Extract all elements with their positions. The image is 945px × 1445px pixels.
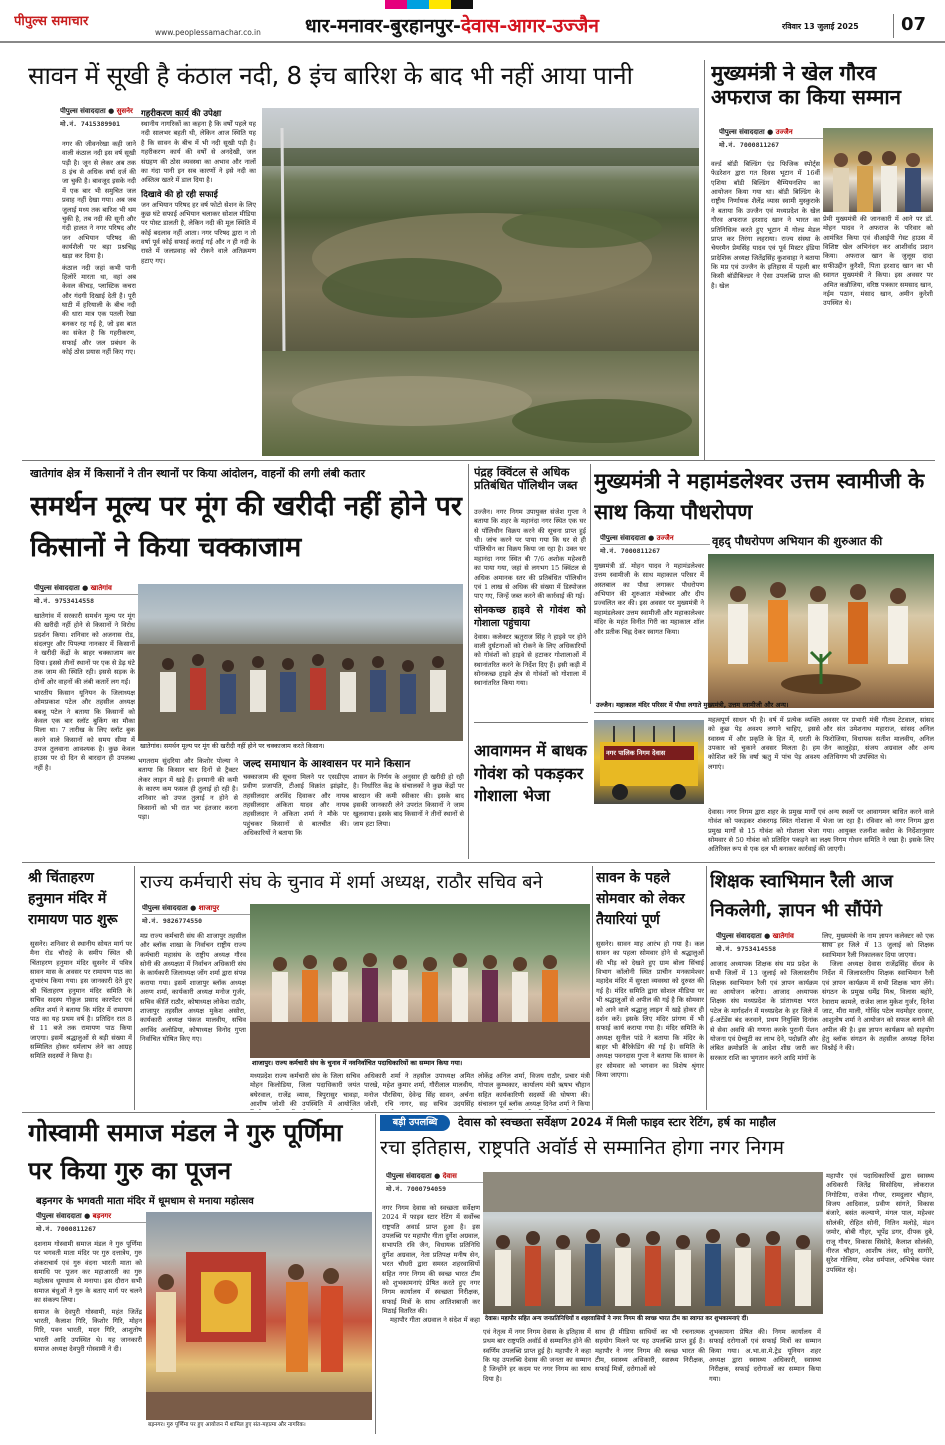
paragraph: दशनाम गोस्वामी समाज मंडल ने गुरु पूर्णिमा पर भगवती माता मंदिर पर गुरु दत्तात्रेय, गुरु शंकराचार्य एवं गुरु वंदना भारती माता को समाधि पर पूजन कर महाआरती का गुरु महोत्सव धूमधाम से मनाया। इस दौरान सभी समाज बंधुओं ने गुरु के बताए मार्ग पर चलने का संकल्प लिया। <box>34 1240 142 1305</box>
subheading: दिखावे की हो रही सफाई <box>141 189 218 200</box>
cm2-under-photo-left: महत्वपूर्ण साधन भी है। वर्ष में प्रत्येक व्यक्ति को कुछ पेड़ अवश्य लगाने चाहिए, इससे स्वास्थ्य में और प्रकृति के हित में, धरती के उपकार को चुकाने अवसर मिलता है। हम कोशिश करें कि वर्षा ऋतु में पांच पेड़ अवश्य लगाएं। <box>708 716 820 771</box>
cm1-photo <box>823 128 933 212</box>
employees-body-col1: मप्र राज्य कर्मचारी संघ की शाजापुर तहसील और ब्लॉक शाखा के निर्वाचन राष्ट्रीय राज्य कर्मचारी महासंघ के राष्ट्रीय अध्यक्ष गौरव सोनी की अध्यक्षता में निर्वाचन अधिकारी संघ के कार्यकारी जिलाध्यक्ष जोंग शर्मा द्वारा संपन्न कराया गया। इसमें शाजापुर ब्लॉक अध्यक्ष अरुण शर्मा, कार्यकारी अध्यक्ष मनोज गुर्जर, सचिव कीर्ति राठौर, कोषाध्यक्ष लोकेश राठौर, शाजापुर तहसील अध्यक्ष मुकेश असोरा, कार्यकारी अध्यक्ष पंकज मालवीय, सचिव अरविंद अलोडिया, कोषाध्यक्ष विनोद गुप्ता निर्वाचित घोषित किए गए। <box>140 932 246 1043</box>
subheading: गहरीकरण कार्य की उपेक्षा <box>141 109 222 119</box>
teacher-headline: शिक्षक स्वाभिमान रैली आज निकलेगी, ज्ञापन भी सौंपेंगे <box>710 871 893 921</box>
column-rule <box>592 866 593 1110</box>
moong-body-col4: शासन के निर्णय के अनुसार ही खरीदी हो रही है। निर्धारित केंद्र के संचालकों ने कुछ केंद्रों पर बारदान की कमी स्वीकार की। इसके बाद इसकी जानकारी लेने उपरांत किसानों ने जाम खुलवाया। इसके बाद किसानों ने तीनों स्थानों से जाम हटा लिया। <box>353 773 464 828</box>
cm1-body-col1: वर्ल्ड बॉडी बिल्डिंग एंड फिजिक स्पोर्ट्स फेडरेशन द्वारा गत दिवस भूटान में 16वीं एशिया बॉडी बिल्डिंग चैम्पियनशिप का आयोजन किया गया था। बॉडी बिल्डिंग के राष्ट्रीय निर्णायक शैलेंद्र व्यास स्वामी मुस्कुराके ने बताया कि उज्जैन एवं मध्यप्रदेश के खेल गौरव अफराज इरशाद खान ने भारत का प्रतिनिधित्व करते हुए भूटान में गोल्ड मेडल प्राप्त कर तिरंगा लहराया। राज्य संस्था के चेयरमैन प्रेमसिंह यादव एवं पूर्व मिस्टर इंडिया प्रादेशिक अध्यक्ष जितेंद्रसिंह कुशवाहा ने बताया कि मप्र एवं उज्जैन के इतिहास में पहली बार किसी बॉडीबिल्डर ने ऐसा उपलब्धि प्राप्त की है। खेल <box>711 160 820 290</box>
temple-puja <box>146 1212 372 1430</box>
moong-kicker: खातेगांव क्षेत्र में किसानों ने तीन स्थानों पर किया आंदोलन, वाहनों की लगी लंबी कतार <box>30 467 366 480</box>
goswami-subhead: बड़नगर के भगवती माता मंदिर में धूमधाम से मनाया महोत्सव <box>36 1196 254 1207</box>
color-mark <box>385 0 407 9</box>
section-rule <box>22 862 935 863</box>
page-number: 07 <box>893 14 933 38</box>
goswami-headline: गोस्वामी समाज मंडल ने गुरु पूर्णिमा पर किया गुरु का पूजन <box>28 1118 343 1185</box>
swachh-headline: रचा इतिहास, राष्ट्रपति अवॉर्ड से सम्मानित होगा नगर निगम <box>380 1137 785 1159</box>
byline-name: पीपुल्स संवाददाता <box>716 932 762 940</box>
byline-mobile: मो.नं. 9753414558 <box>34 594 164 605</box>
section-title-districts-red: देवास-आगर-उज्जैन <box>460 15 599 37</box>
photo-caption: बड़नगर। गुरु पूर्णिमा पर हुए आयोजन में शामिल हुए संत-महात्मा और नागरिक। <box>146 1420 372 1430</box>
photo-caption: शाजापुर। राज्य कर्मचारी संघ के चुनाव में नवनिर्वाचित पदाधिकारियों का सम्मान किया गया। <box>250 1058 590 1068</box>
column-rule <box>375 1114 376 1434</box>
moong-headline: समर्थन मूल्य पर मूंग की खरीदी नहीं होने पर किसानों ने किया चक्काजाम <box>30 491 462 564</box>
employees-headline: राज्य कर्मचारी संघ के चुनाव में शर्मा अध्यक्ष, राठौर सचिव बने <box>140 872 543 893</box>
section-rule <box>22 460 935 461</box>
swachh-body-col3: साथ ही मीडिया साथियों का भी रचनात्मक सहयोग मिलने पर यह उपलब्धि प्राप्त हुई है। महापौर ने नगर निगम की स्वच्छ भारत की टीम, स्वास्थ्य अधिकारी, स्वास्थ्य निरीक्षक, सफाई मित्रों, दरोगाओं को <box>595 1328 705 1374</box>
byline-sep: ● <box>190 904 197 912</box>
truck-text: नगर पालिक निगम देवास <box>606 749 666 757</box>
section-rule <box>594 712 934 713</box>
byline-name: पीपुल्स संवाददाता <box>600 534 646 542</box>
byline-sep: ● <box>764 932 771 940</box>
byline-location: शाजापुर <box>198 904 220 912</box>
employees-group-photo <box>250 904 590 1068</box>
byline-location: सुसनेर <box>116 107 133 115</box>
paragraph: जिला अध्यक्ष देवास राजेंद्रसिंह सेंधव के निर्देश में जिलास्तरीय शिक्षक स्वाभिमान रैली एवं ज्ञापन कार्यक्रम में सभी शिक्षक भाग लेंगे। संगठन के प्रमुख धर्मेंद्र मिश्र, विलास बहोरे, रेवाराम कामले, राजेश लाल मुकेश गुर्जर, दिनेश जाट, मीरा माली, गोविंद पटेल मदमोहर दरवार, आशुतोष शर्मा ने आयोजन को सफल बनाने की अपील की है। इस ज्ञापन कार्यक्रम को सहयोग हेतु ब्लॉक संगठन के तहसील अध्यक्ष दिनेश विश्नोई ने की। <box>822 960 934 1053</box>
kantal-river-photo <box>262 108 699 351</box>
cm2-headline: मुख्यमंत्री ने महामंडलेश्वर उत्तम स्वामीजी के साथ किया पौधरोपण <box>594 469 925 525</box>
site-url[interactable]: www.peoplessamachar.co.in <box>155 28 261 37</box>
moong-subheading: जल्द समाधान के आश्वासन पर माने किसान <box>243 758 411 770</box>
byline-mobile: मो.नं. 7000811267 <box>600 544 710 555</box>
somvar-body: सुसनेर। सावन माह आरंभ हो गया है। कल सावन का पहला सोमवार होने से श्रद्धालुओं की भीड़ को देखते हुए ग्राम बोला सिंचाई विभाग कॉलोनी स्थित प्राचीन मनकामेश्वर महादेव मंदिर में सुरक्षा व्यवस्था को दुरुस्त की गई है। मंदिर समिति द्वारा सोशल मीडिया पर भी श्रद्धालुओं से अपील की गई है कि सोमवार को आने वाले श्रद्धालु लाइन में खड़े होकर ही दर्शन करें। इसके लिए मंदिर प्रांगण में भी सफाई कार्य कराया गया है। मंदिर समिति के अध्यक्ष सुनील पांडे ने बताया कि मंदिर के बाहर भी बैरिकेडिंग की गई है। समिति के अध्यक्ष पवनदास गुप्ता ने बताया कि सावन के हर सोमवार को भगवान का विशेष श्रृंगार किया जाएगा। <box>596 940 704 1080</box>
issue-date: रविवार 13 जुलाई 2025 <box>782 22 859 31</box>
byline-name: पीपुल्स संवाददाता <box>60 107 106 115</box>
color-mark <box>451 0 473 9</box>
moong-protest-photo <box>138 584 463 751</box>
byline-mobile: मो.नं. 9826774550 <box>142 914 262 925</box>
paragraph: स्थानीय नागरिकों का कहना है कि वर्षों पहले यह नदी सालभर बहती थी, लेकिन आज स्थिति यह है कि सावन के बीच में भी नदी सूखी पड़ी है। गहरीकरण कार्य की वर्षों से अनदेखी, जल संग्रहण की ठोस व्यवस्था का अभाव और नालों का गंदा पानी इन सब कारणों ने इसे नदी का अस्तित्व खतरे में डाल दिया है। <box>141 120 256 185</box>
byline-sep: ● <box>82 584 89 592</box>
cm2-photo-caption: उज्जैन। महाकाल मंदिर परिसर में पौधा लगाते मुख्यमंत्री, उत्तम स्वामीजी और अन्य। <box>596 701 789 709</box>
subheading: सोनकच्छ हाइवे से गोवंश को गोशाला पहुंचाया <box>474 604 586 630</box>
paragraph: नगर निगम देवास को स्वच्छता सर्वेक्षण 2024 में फाइव स्टार रेटिंग में सर्वोच्च राष्ट्रपति अवार्ड प्राप्त हुआ है। इस उपलब्धि पर महापौर गीता दुर्गेश अग्रवाल, सभापति रवि जैन, विधायक प्रतिनिधि दुर्गेश अग्रवाल, नेता प्रतिपक्ष मनीष सेन, भरत चौधरी द्वारा समस्त शहरवासियों सहित नगर निगम की स्वच्छ भारत टीम को शुभकामनाएं प्रेषित करते हुए नगर निगम कार्यालय में स्वच्छता निरीक्षक, सफाई मित्रों के साथ आतिशबाजी कर मिठाई वितरित की। <box>382 1204 480 1315</box>
column-rule <box>134 866 135 1110</box>
byline-sep: ● <box>648 534 655 542</box>
kantal-river-photo-2 <box>262 351 699 456</box>
byline-sep: ● <box>108 107 115 115</box>
paragraph: महापौर गीता अग्रवाल ने संदेश में कहा <box>390 1316 480 1324</box>
somvar-headline: सावन के पहले सोमवार को लेकर तैयारियां पूर्ण <box>596 870 685 928</box>
paragraph: कंठाल नदी जहां कभी पानी हिलोरें मारता था, वहां अब केवल कीचड़, प्लास्टिक कचरा और गंदगी दिखाई देती है। पूरी घाटी में हरियाली के बीच नदी की धारा मात्र एक पतली रेखा बनकर रह गई है, जो इस बात का संकेत है कि गहरीकरण, सफाई और जल प्रबंधन के कोई ठोस प्रयास नहीं किए गए। <box>62 263 136 356</box>
photo-caption: देवास। महापौर सहित अन्य जनप्रतिनिधियों व शहरवासियों ने नगर निगम की स्वच्छ भारत टीम का स्वागत कर शुभकामनाएं दीं। <box>483 1314 823 1324</box>
cattle-headline: आवागमन में बाधक गोवंश को पकड़कर गोशाला भेजा <box>474 741 587 806</box>
swachh-body-col4: शुभकामना प्रेषित की। निगम कार्यालय में सफाई दरोगाओं एवं सफाई मित्रों का सम्मान किया गया। अ.भा.वा.मे.ट्रेड यूनियन शहर अध्यक्ष द्वारा स्वास्थ्य अधिकारी, स्वास्थ्य निरीक्षक, सफाई दरोगाओं का सम्मान किया गया। <box>709 1328 821 1383</box>
byline-location: देवास <box>442 1172 457 1180</box>
brand-name: पीपुल्स समाचार <box>14 14 89 29</box>
byline-location: खातेगांव <box>772 932 794 940</box>
paragraph: उज्जैन। नगर निगम उपायुक्त संजेश गुप्ता ने बताया कि शहर के महानंदा नगर स्थित एक घर से पॉलिथीन विक्रय करने की सूचना प्राप्त हुई थी। जांच करने पर पाया गया कि घर से ही पॉलिथीन का विक्रय किया जा रहा है। उक्त घर महानंदा नगर स्थित बी 7/6 अशोक महेश्वरी का पाया गया, जहां से लगभग 15 क्विंटल से अधिक अमानक स्तर की प्रतिबंधित पॉलिथीन एवं 1 लाख से अधिक की संख्या में डिस्पोजल पाए गए, जिन्हें जब्त करने की कार्रवाई की गई। <box>474 508 586 601</box>
river-scene <box>262 108 699 351</box>
byline-mobile: मो.नं. 7000811267 <box>719 138 839 149</box>
column-rule <box>704 60 705 460</box>
people-group <box>823 128 933 212</box>
byline-sep: ● <box>434 1172 441 1180</box>
section-title-districts: धार-मनावर-बुरहानपुर- <box>305 15 461 37</box>
polythene-body <box>474 508 586 720</box>
swachh-kicker: देवास को स्वच्छता सर्वेक्षण 2024 में मिली फाइव स्टार रेटिंग, हर्ष का माहौल <box>458 1116 776 1129</box>
goswami-temple-photo <box>146 1212 372 1430</box>
employees-body-col3: अधिकारी शर्मा ने तहसील उपाध्यक्ष अमित पारखे, महेश कुमार शर्मा, गौरीलाल मालवीय, मनोज पौरसिया, देवेन्द्र सिंह सावन, अर्चना जोशी, रचि नागर, सह सचिव उदयसिंह <box>364 1072 474 1109</box>
swachh-byline <box>386 1172 496 1198</box>
byline-sep: ● <box>84 1212 91 1220</box>
leaders-planting <box>708 554 934 708</box>
brand-logo <box>14 10 149 32</box>
cm2-under-photo-right: अवसर पर प्रभारी मंत्री गौतम टेटवाल, सांसद और संत उमेशनाथ महाराज, सांसद अनिल फिरोजिया, विधायक सतीश मालवीय, अनिल जैन कालूहेड़ा, संजय अग्रवाल और अन्य अतिथिगण भी उपस्थित थे। <box>823 716 934 762</box>
section-rule <box>474 722 588 723</box>
column-rule <box>706 866 707 1110</box>
photo-caption: खातेगांव। समर्थन मूल्य पर मूंग की खरीदी नहीं होने पर चक्काजाम करते किसान। <box>138 741 463 751</box>
kantal-body-col2 <box>141 108 256 456</box>
union-members <box>250 904 590 1068</box>
byline-sep: ● <box>767 128 774 136</box>
byline-name: पीपुल्स संवाददाता <box>36 1212 82 1220</box>
paragraph: खातेगांव में सरकारी समर्थन मूल्य पर मूंग की खरीदी नहीं होने से किसानों ने विरोध प्रदर्शन किया। शनिवार को अजनास रोड, संदलपुर और पिपल्या नानकार में किसानों ने खरीदी केंद्रों के बाहर चक्काजाम कर दिया। इससे तीनों स्थानों पर एक से डेढ़ घंटे तक जाम की स्थिति रही। इससे सड़क के दोनों ओर वाहनों की लंबी कतारें लग गईं। <box>34 612 135 686</box>
byline-name: पीपुल्स संवाददाता <box>142 904 188 912</box>
moong-body-col3: चक्काजाम की सूचना मिलने पर एसडीएम प्रवीण प्रजापति, टीआई विक्रांत झांझोट, तहसीलदार अरविंद दिवाकर और नायब तहसीलदार अंकिता यादव और नायब तहसीलदार ने अंकिता शर्मा ने मौके पर पहुंचकर किसानों से बातचीत की। अधिकारियों ने बताया कि <box>243 773 349 838</box>
byline-mobile: मो.नं. 7415389901 <box>60 117 190 128</box>
color-mark <box>407 0 429 9</box>
cm2-plantation-photo <box>708 554 934 708</box>
cm2-body-col1: मुख्यमंत्री डॉ. मोहन यादव ने महामंडलेश्वर उत्तम स्वामीजी के साथ महाकाल परिसर में अस्तबाल का पौधा लगाकर पौधरोपण अभियान की शुरुआत मंत्रोच्चार और दीप प्रज्वलित कर की। इस अवसर पर मुख्यमंत्री ने महामंडलेश्वर उत्तम स्वामीजी और महाकालेश्वर मंदिर के महंत विनीत गिरी का महाकाल शॉल और प्रतीक चिह्न देकर स्वागत किया। <box>594 562 704 636</box>
section-title <box>305 12 685 38</box>
paragraph: नगर की जीवनरेखा कही जाने वाली कंठाल नदी इस वर्ष सूखी पड़ी है। जून से लेकर अब तक 8 इंच से अधिक वर्षा दर्ज की जा चुकी है। बावजूद इसके नदी में एक बार भी समुचित जल प्रवाह नहीं देखा गया। अब जब जुलाई मध्य तक बारिश भी थम चुकी है, तब नदी की सूनी और गंदी हालत ने नगर परिषद और जन अभियान परिषद की कार्यशैली पर बड़ा प्रश्नचिह्न खड़ा कर दिया है। <box>62 140 136 261</box>
byline-location: उज्जैन <box>775 128 793 136</box>
byline-location: उज्जैन <box>656 534 674 542</box>
swachh-label: बड़ी उपलब्धि <box>380 1115 450 1131</box>
employees-byline <box>142 904 262 930</box>
paragraph: देवास। कलेक्टर ऋतुराज सिंह ने हाइवे पर होने वाली दुर्घटनाओं को रोकने के लिए अधिकारियों को गोवंशों को हाइवे से हटाकर गोशालाओं में स्थानांतरित करने के निर्देश दिए हैं। इसी कड़ी में सोनकच्छ हाइवे क्षेत्र से गोवंशों को गोशाला में स्थानांतरित किया गया। <box>474 632 586 688</box>
kantal-headline: सावन में सूखी है कंठाल नदी, 8 इंच बारिश के बाद भी नहीं आया पानी <box>28 62 633 90</box>
goswami-body <box>34 1240 142 1432</box>
column-rule <box>590 464 591 704</box>
color-mark <box>429 0 451 9</box>
cattle-truck-photo <box>594 720 704 804</box>
byline-location: खातेगांव <box>90 584 112 592</box>
paragraph: जन अभियान परिषद हर वर्ष फोटो सेशन के लिए कुछ घंटे सफाई अभियान चलाकर सोशल मीडिया पर पोस्ट डालती है, लेकिन नदी की मूल स्थिति में कोई बदलाव नहीं आता। नगर परिषद द्वारा न तो वर्षा पूर्व कोई सफाई कराई गई और न ही नदी के रास्ते में जलप्रवाह को रोकने वाले अतिक्रमण हटाए गए। <box>141 200 256 265</box>
byline-mobile: मो.नं. 7000794059 <box>386 1182 496 1193</box>
celebration-crowd <box>483 1172 823 1324</box>
paragraph: समाज के देवपुरी गोस्वामी, महंत जितेंद्र भारती, कैलाश गिरि, किशोर गिरि, मोहन गिरि, पवन भारती, मदन गिरि, आशुतोष भारती आदि उपस्थित थे। यह जानकारी समाज अध्यक्ष देवपुरी गोस्वामी ने दी। <box>34 1307 142 1353</box>
cattle-body: देवास। नगर निगम द्वारा शहर के प्रमुख मार्गों एवं अन्य स्थलों पर आवागमन बाधित करने वाले गोवंश को पकड़कर शंकरगढ़ स्थित गोशाला में भेजा जा रहा है। रविवार को नगर निगम द्वारा प्रमुख मार्गों से 15 गोवंश को गोशाला भेजा गया। आयुक्त रजनीश कसेरा के निर्देशानुसार सोमवार से 50 गोवंश को प्रतिदिन पकड़ने का लक्ष्य निगम गोधन समिति ने रखा है। इसके लिए अतिरिक्त रूप से एक दल भी बनाकर कार्रवाई की जाएगी। <box>708 808 934 854</box>
river-scene <box>262 351 699 456</box>
byline-name: पीपुल्स संवाददाता <box>34 584 80 592</box>
byline-mobile: मो.नं. 7000811267 <box>36 1222 146 1233</box>
cm2-subhead: वृहद् पौधरोपण अभियान की शुरुआत की <box>712 534 883 548</box>
kantal-body-col1 <box>62 140 136 456</box>
farmers-crowd <box>138 584 463 751</box>
paragraph: भारतीय किसान यूनियन के जिलाध्यक्ष ओमप्रकाश पटेल और तहसील अध्यक्ष बबलू पटेल ने बताया कि किसानों को केवल एक बार स्लॉट बुकिंग का मौका मिला था। 7 तारीख के लिए स्लॉट बुक करने वाले किसानों को समय सीमा में उपज तुलवाना आवश्यक है। कुछ केवल हाउस पर दो दिन से बारदान ही उपलब्ध नहीं है। <box>34 688 135 772</box>
section-rule <box>22 1112 935 1113</box>
swachh-body-col2: एवं नेतृत्व में नगर निगम देवास के इतिहास में प्रथम बार राष्ट्रपति अवॉर्ड से सम्मानित होने की स्वर्णिम उपलब्धि प्राप्त हुई है। महापौर ने कहा कि यह उपलब्धि देवास की जनता का सम्मान है जिन्होंने हर कदम पर नगर निगम का साथ दिया है। <box>483 1328 591 1383</box>
masthead <box>0 0 945 43</box>
swachh-body-col5: महापौर एवं पदाधिकारियों द्वारा स्वास्थ्य अधिकारी जितेंद्र सिसोदिया, लोकराज निगोटिया, राजेश गौयर, रामदुलार चौहान, विजय आदिवाल, प्रवीण सांगते, विकास बंजारे, बसंत कल्याणे, मंगल पाल, महेश्वर सोलंकी, रोहित सोनी, नितिन मलोड़े, मंडन जमोर, बोबी गौहर, भूपेंद्र डगर, दीपक दुबे, राजू गौयर, विकास सिसोदे, कैलाश सोलंकी, नीरज चौहान, आशीष तंवर, सोनू सागोरे, सुरेश गोलिया, रमेश धर्मपाल, अभिषेक पंवार उपस्थित रहे। <box>826 1172 934 1274</box>
paragraph: लिए, मुख्यमंत्री के नाम ज्ञापन कलेक्टर को एक साथ हर जिले में 13 जुलाई को शिक्षक स्वाभिमान रैली निकालकर दिया जाएगा। <box>822 932 934 959</box>
column-rule <box>468 464 469 859</box>
cm2-byline <box>600 534 710 560</box>
byline-name: पीपुल्स संवाददाता <box>719 128 765 136</box>
moong-body-col2: भगतराम सुंदरिया और किशोर पोल्या ने बताया कि किसान चार दिनों से ट्रैक्टर लेकर लाइन में खड़े हैं। इनमानी की कमी के कारण कम फसल ही तुलाई हो रही है। शनिवार को उपज तुलाई न होने से किसानों को भी रात भर इंतजार करना पड़ा। <box>138 757 238 822</box>
swachh-celebration-photo <box>483 1172 823 1324</box>
polythene-headline: पंद्रह क्विंटल से अधिक प्रतिबंधित पॉलिथीन जब्त <box>474 466 578 493</box>
cm1-byline <box>719 128 839 154</box>
cm1-body-col2: प्रेमी मुख्यमंत्री की जानकारी में आने पर डॉ. मोहन यादव ने अफराज के परिवार को आमंत्रित किया एवं वीआईपी गेस्ट हाउस में विशिष्ट खेल अभिनंदन कर आशीर्वाद प्रदान किया। अफराज खान के जुलूस दादा सफीउद्दीन कुरैशी, पिता इरशाद खान का भी स्वागत मुख्यमंत्री ने किया। इस अवसर पर अमित कन्नौजिया, वरिष्ठ पत्रकार समसाद खान, नईम पठान, मंसाद खान, अमीन कुरेशी उपस्थित थे। <box>823 215 933 308</box>
employees-body-col2: मध्यप्रदेश राज्य कर्मचारी संघ के जिला सचिव मोहन किलोडिया, जिला पदाधिकारी जयंत बघेरवाल, राजेंद्र व्यास, त्रिपुरासुर चावड़ा, आशीष जोशी की उपस्थिति में आयोजित <box>250 1072 360 1109</box>
goswami-byline <box>36 1212 146 1238</box>
municipal-truck <box>594 720 704 804</box>
employees-body-col4: लोकेंद्र अनिल शर्मा, विजय राठौर, प्रचार मंत्री गोपाल कुम्भकार, कार्यालय मंत्री ऋषभ चौहान सहित कार्यकारिणी सदस्यों की घोषणा की। संचालन पूर्व ब्लॉक अध्यक्ष दिनेश शर्मा ने किया <box>478 1072 590 1109</box>
byline-name: पीपुल्स संवाददाता <box>386 1172 432 1180</box>
swachh-body-col1 <box>382 1204 480 1324</box>
byline-mobile: मो.नं. 9753414558 <box>716 942 836 953</box>
byline-location: बड़नगर <box>92 1212 112 1220</box>
ramayan-body: सुसनेर। शनिवार से स्थानीय सोयत मार्ग पर मैना रोड चौराहे के समीप स्थित श्री चिंताहरण हनुमान मंदिर सुसनेर में पवित्र सावन मास के अवसर पर रामायण पाठ का शुभारंभ किया गया। इस जानकारी देते हुए श्री चिंताहरण हनुमान मंदिर समिति के सचिव सदस्य गोकुल प्रसाद कारपेंटर एवं अमित शर्मा ने बताया कि मंदिर में रामायण पाठ का यह प्रथम वर्ष है। प्रतिदिन रात 8 से 11 बजे तक रामायण पाठ किया जाएगा। इसमें श्रद्धालुओं से बड़ी संख्या में सम्मिलित होकर धर्मलाभ लेने का आग्रह समिति सदस्यों ने किया है। <box>30 940 132 1061</box>
teacher-byline <box>716 932 836 958</box>
teacher-body-col2 <box>822 932 934 1110</box>
teacher-body-col1: आजाद अध्यापक शिक्षक संघ मप्र प्रदेश के सभी जिलों में 13 जुलाई को जिलास्तरीय शिक्षक स्वाभिमान रैली एवं ज्ञापन कार्यक्रम का आयोजन करेगा। आजाद अध्यापक शिक्षक संघ मध्यप्रदेश के प्रांताध्यक्ष भरत पटेल के मार्गदर्शन में मध्यप्रदेश के हर जिले में ई-अटेंडेंस बंद करवाने, प्रथम नियुक्ति दिनांक से सेवा अवधि की गणना करके पुरानी पेंशन योजना एवं ग्रेच्युटी का लाभ देने, पदोन्नति और लंबित क्रमोन्नति के आदेश शीघ्र जारी कर सरकार राशि का भुगतान करने आदि मांगों के <box>710 960 818 1062</box>
moong-body-col1 <box>34 612 135 854</box>
cm1-headline: मुख्यमंत्री ने खेल गौरव अफराज का किया सम्मान <box>711 62 902 109</box>
ramayan-headline: श्री चिंताहरण हनुमान मंदिर में रामायण पाठ शुरू <box>28 870 118 928</box>
